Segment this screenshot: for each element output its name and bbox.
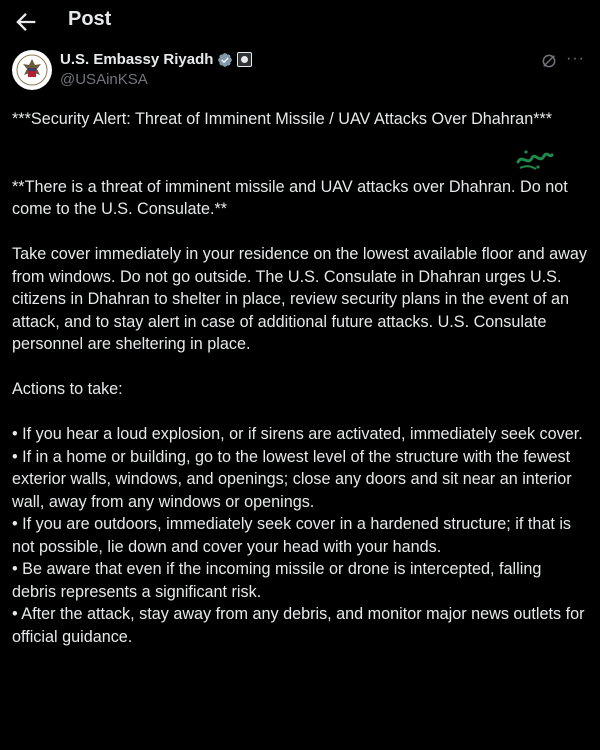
verified-badge-icon[interactable] (217, 52, 233, 68)
paragraph-gap (12, 221, 588, 244)
grok-icon[interactable] (540, 52, 558, 70)
action-bullet (12, 558, 588, 603)
alert-instructions: Take cover immediately in your residence on the lowest available floor and away from windows. Do not go outside. The U.S. Consulate in Dhahran urges U.S. citizens in Dhahran to shelter in place, review security plans in the event of an attack, and to stay alert in case of additional future attacks. U.S. Consulate personnel are sheltering in place. (12, 245, 587, 353)
bullet-symbol: • (12, 515, 18, 533)
action-bullet (12, 446, 588, 514)
alert-warning: **There is a threat of imminent missile and UAV attacks over Dhahran. Do not come to the U.S. Consulate.** (12, 177, 568, 218)
action-bullet (12, 603, 588, 648)
bullet-symbol: • (12, 560, 18, 578)
post-text (12, 108, 588, 648)
action-bullet (12, 513, 588, 558)
bullet-symbol: • (12, 425, 18, 443)
government-affiliate-icon[interactable] (237, 52, 252, 67)
paragraph-gap (12, 153, 588, 176)
embassy-seal-icon (12, 50, 52, 90)
alert-title: ***Security Alert: Threat of Imminent Missile / UAV Attacks Over Dhahran*** (12, 110, 553, 128)
top-bar (0, 0, 600, 44)
author-name-row (60, 51, 252, 68)
bullet-text: If you are outdoors, immediately seek cover in a hardened structure; if that is not possible, lie down and cover your head with your hands. (12, 515, 572, 556)
avatar[interactable] (12, 50, 52, 90)
author-handle[interactable]: @USAinKSA (60, 71, 148, 88)
author-display-name[interactable]: U.S. Embassy Riyadh (60, 51, 214, 68)
affiliate-emblem (241, 56, 248, 63)
page-title: Post (68, 8, 112, 30)
more-options-icon[interactable]: ··· (566, 50, 585, 67)
actions-heading: Actions to take: (12, 380, 123, 398)
bullet-text: If you hear a loud explosion, or if sirens are activated, immediately seek cover. (22, 425, 583, 443)
paragraph-gap (12, 131, 588, 154)
paragraph-gap (12, 401, 588, 424)
paragraph-gap (12, 356, 588, 379)
action-bullet (12, 423, 588, 446)
bullet-text: Be aware that even if the incoming missile or drone is intercepted, falling debris represents a significant risk. (12, 560, 542, 601)
bullet-symbol: • (12, 605, 18, 623)
bullet-symbol: • (12, 447, 18, 466)
arrow-left-icon[interactable] (12, 8, 40, 36)
bullet-text: After the attack, stay away from any debris, and monitor major news outlets for official guidance. (12, 605, 585, 646)
bullet-text: If in a home or building, go to the lowest level of the structure with the fewest exterior walls, windows, and openings; close any doors and sit near an interior wall, away from any windows or openings. (12, 447, 572, 511)
